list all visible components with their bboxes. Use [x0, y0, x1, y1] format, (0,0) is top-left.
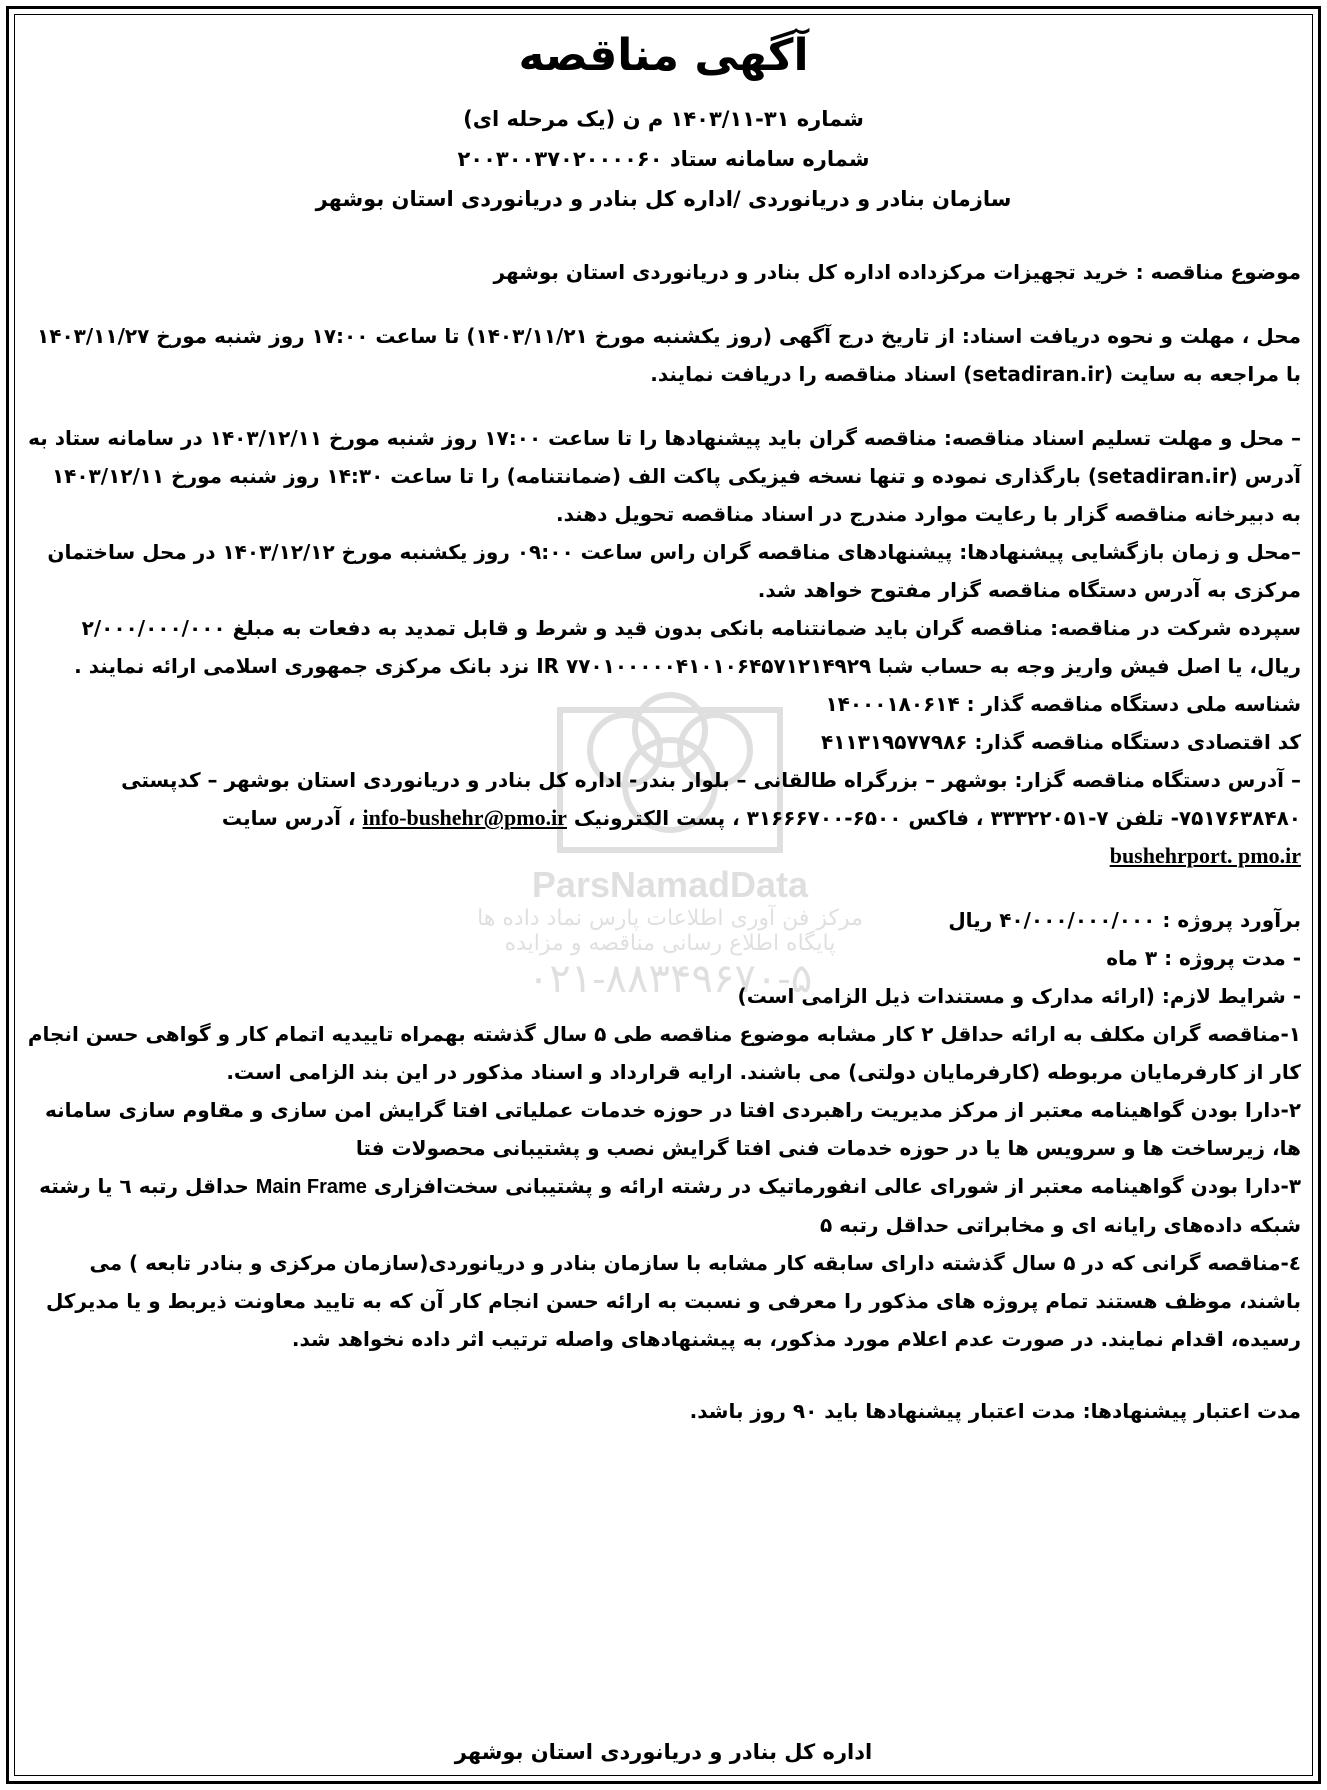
setad-number: شماره سامانه ستاد ۲۰۰۳۰۰۳۷۰۲۰۰۰۰۶۰ [457, 147, 870, 171]
opening-text: پیشنهادهای مناقصه گران راس ساعت ۰۹:۰۰ روز یکشنبه مورخ ۱۴۰۳/۱۲/۱۲ در محل ساختمان مرکزی به آدرس دستگاه مناقصه گزار مفتوح خواهد شد. [47, 540, 1301, 602]
estimate: برآورد پروژه : ۴۰/۰۰۰/۰۰۰/۰۰۰ ریال [948, 908, 1301, 932]
address-text: بوشهر – بزرگراه طالقانی – بلوار بندر- اداره کل بنادر و دریانوردی استان بوشهر – کدپستی ۷۵۱۷۶۳۸۴۸۰- تلفن ۷-۳۳۳۲۲۰۵۱ ، فاکس ۶۵۰۰-۳۱۶۶۶۷۰۰ ، پست الکترونیک [121, 768, 1301, 830]
footer-signature: اداره کل بنادر و دریانوردی استان بوشهر [454, 1740, 873, 1764]
condition-3-en: Main Frame [255, 1176, 367, 1198]
notice-number: شماره ۳۱-۱۴۰۳/۱۱ م ن (یک مرحله ای) [463, 107, 864, 131]
condition-4: ٤-مناقصه گرانی که در ۵ سال گذشته دارای سابقه کار مشابه با سازمان بنادر و دریانوردی(سازمان مرکزی و بنادر تابعه ) می باشند، موظف هستند تمام پروژه های مذکور را معرفی و نسبت به ارائه حسن انجام کار آن که به تایید معاونت ذیربط و یا مدیرکل رسیده، اقدام نمایند. در صورت عدم اعلام مورد مذکور، به پیشنهادهای واصله ترتیب اثر داده نخواهد شد. [45, 1251, 1301, 1351]
page-title: آگهی مناقصه [518, 30, 809, 81]
notice-content [26, 22, 1301, 1768]
address-paragraph [26, 761, 1301, 875]
site-label: ، آدرس سایت [221, 806, 356, 830]
condition-3-a: ۳-دارا بودن گواهینامه معتبر از شورای عالی انفورماتیک در رشته ارائه و پشتیبانی سخت‌افزاری [373, 1174, 1301, 1198]
economic-code: کد اقتصادی دستگاه مناقصه گذار: ۴۱۱۳۱۹۵۷۷۹۸۶ [821, 730, 1301, 754]
duration: - مدت پروژه : ۳ ماه [1106, 946, 1301, 970]
watermark-phone: ۰۲۱-۸۸۳۴۹۶۷۰-۵ [527, 957, 813, 1001]
submit-label: – محل و مهلت تسلیم اسناد مناقصه: [943, 426, 1301, 450]
receive-label: محل ، مهلت و نحوه دریافت اسناد: [961, 324, 1301, 348]
receive-text-2: با مراجعه به سایت (setadiran.ir) اسناد مناقصه را دریافت نمایند. [650, 362, 1301, 386]
opening-label: –محل و زمان بازگشایی پیشنهادها: [959, 540, 1301, 564]
deposit-label: سپرده شرکت در مناقصه: [1050, 616, 1301, 640]
organization-name: سازمان بنادر و دریانوردی /اداره کل بنادر و دریانوردی استان بوشهر [315, 187, 1012, 211]
deposit-text: مناقصه گران باید ضمانتنامه بانکی بدون قید و شرط و قابل تمدید به دفعات به مبلغ ۲/۰۰۰/۰۰۰/۰۰۰ ریال، یا اصل فیش واریز وجه به حساب شبا IR ۷۷۰۱۰۰۰۰۰۴۱۰۱۰۶۴۵۷۱۲۱۴۹۲۹ نزد بانک مرکزی جمهوری اسلامی ارائه نمایند . [74, 616, 1301, 678]
submit-text: مناقصه گران باید پیشنهادها را تا ساعت ۱۷:۰۰ روز شنبه مورخ ۱۴۰۳/۱۲/۱۱ در سامانه ستاد به آدرس (setadiran.ir) بارگذاری نموده و تنها نسخه فیزیکی پاکت الف (ضمانتنامه) را تا ساعت ۱۴:۳۰ روز شنبه مورخ ۱۴۰۳/۱۲/۱۱ به دبیرخانه مناقصه گزار با رعایت موارد مندرج در اسناد مناقصه تحویل دهند. [28, 426, 1301, 526]
condition-2: ۲-دارا بودن گواهینامه معتبر از مرکز مدیریت راهبردی افتا در حوزه خدمات عملیاتی افتا گرایش امن سازی و مقاوم سازی سامانه ها، زیرساخت ها و سرویس ها یا در حوزه خدمات فنی افتا گرایش نصب و پشتیبانی محصولات فتا [44, 1098, 1301, 1160]
deposit-paragraph [26, 609, 1301, 685]
email-link[interactable]: info-bushehr@pmo.ir [362, 805, 567, 830]
subject-text: خرید تجهیزات مرکزداده اداره کل بنادر و دریانوردی استان بوشهر [493, 260, 1129, 284]
watermark-name: ParsNamadData [531, 864, 809, 905]
conditions-title: - شرایط لازم: (ارائه مدارک و مستندات ذیل الزامی است) [737, 984, 1301, 1008]
condition-3-b: حداقل رتبه ٦ یا رشته شبکه داده‌های رایانه ای و مخابراتی حداقل رتبه ۵ [39, 1174, 1301, 1237]
validity: مدت اعتبار پیشنهادها: مدت اعتبار پیشنهادها باید ۹۰ روز باشد. [689, 1399, 1301, 1423]
receive-paragraph [26, 317, 1301, 393]
condition-3 [26, 1167, 1301, 1244]
opening-paragraph [26, 533, 1301, 609]
watermark-line2: پایگاه اطلاع رسانی مناقصه و مزایده [504, 931, 836, 956]
website-link[interactable]: bushehrport. pmo.ir [1109, 843, 1301, 868]
address-label: – آدرس دستگاه مناقصه گزار: [1014, 768, 1301, 792]
national-id: شناسه ملی دستگاه مناقصه گذار : ۱۴۰۰۰۱۸۰۶۱۴ [825, 692, 1301, 716]
subject-paragraph [26, 253, 1301, 291]
receive-text-1: از تاریخ درج آگهی (روز یکشنبه مورخ ۱۴۰۳/۱۱/۲۱) تا ساعت ۱۷:۰۰ روز شنبه مورخ ۱۴۰۳/۱۱/۲۷ [37, 324, 955, 348]
watermark-line1: مرکز فن آوری اطلاعات پارس نماد داده ها [477, 906, 863, 931]
submit-paragraph [26, 419, 1301, 533]
condition-1: ۱-مناقصه گران مکلف به ارائه حداقل ۲ کار مشابه موضوع مناقصه طی ۵ سال گذشته بهمراه تاییدیه اتمام کار و گواهی حسن انجام کار از کارفرمایان مربوطه (کارفرمایان دولتی) می باشند. ارایه قرارداد و اسناد مذکور در این بند الزامی است. [27, 1022, 1301, 1084]
subject-label: موضوع مناقصه : [1135, 260, 1301, 284]
